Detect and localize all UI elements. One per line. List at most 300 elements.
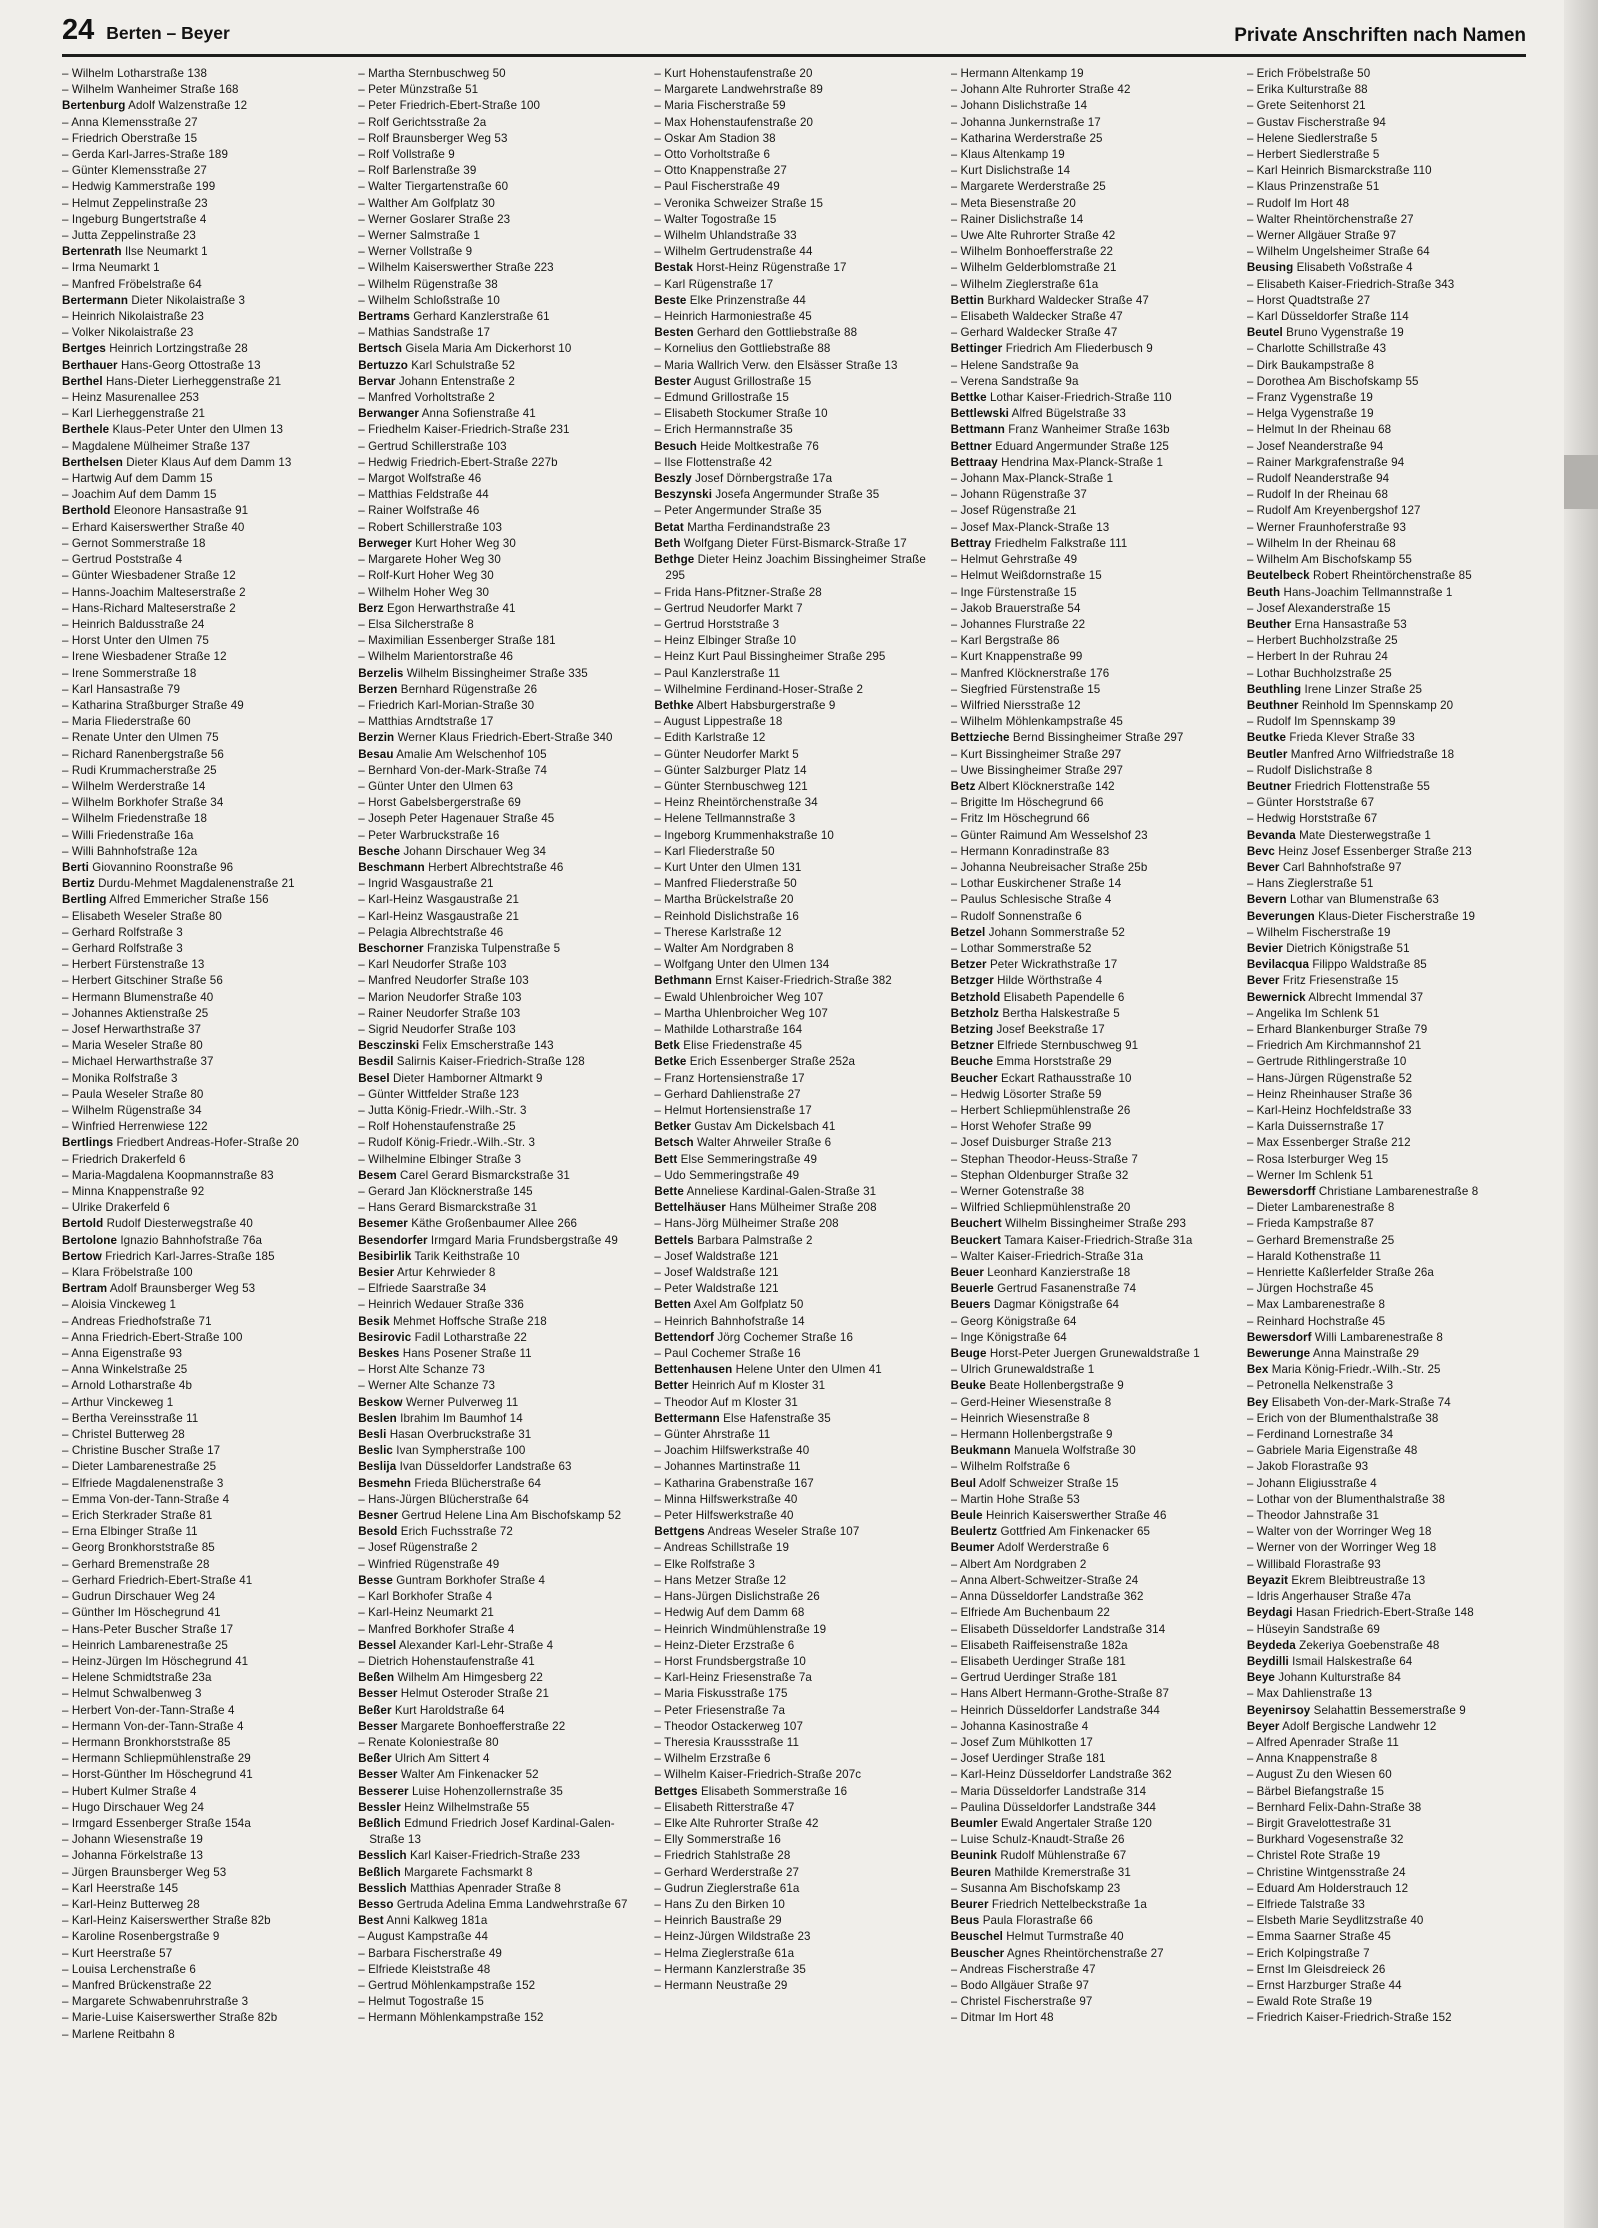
directory-entry: Berzen Bernhard Rügenstraße 26 [358,682,538,696]
directory-entry: – Maria Fliederstraße 60 [62,715,191,729]
directory-entry: – Rudolf König-Friedr.-Wilh.-Str. 3 [358,1136,536,1150]
directory-entry: – Elfriede Kleiststraße 48 [358,1962,491,1976]
directory-entry: – Petronella Nelkenstraße 3 [1246,1379,1394,1393]
directory-entry: – Wilhelm Fischerstraße 19 [1246,925,1391,939]
directory-entry: – Siegfried Fürstenstraße 15 [950,682,1101,696]
directory-entry: – Rudolf Am Kreyenbergshof 127 [1246,504,1421,518]
directory-entry: – Elfriede Saarstraße 34 [358,1282,487,1296]
directory-entry: Besau Amalie Am Welschenhof 105 [358,747,547,761]
directory-entry: – Anna Winkelstraße 25 [62,1363,188,1377]
directory-entry: – Irmgard Essenberger Straße 154a [62,1816,251,1830]
directory-entry: – Friedrich Drakerfeld 6 [62,1152,186,1166]
directory-entry: – Louisa Lerchenstraße 6 [62,1962,196,1976]
directory-entry: Bex Maria König-Friedr.-Wilh.-Str. 25 [1246,1363,1441,1377]
directory-entry: – Werner Alte Schanze 73 [358,1379,496,1393]
directory-entry: Berweger Kurt Hoher Weg 30 [358,536,516,550]
directory-column [1247,66,1526,2214]
directory-entry: Besuch Heide Moltkestraße 76 [654,439,819,453]
directory-entry: – Gerhard Dahlienstraße 27 [654,1087,801,1101]
directory-entry: – Joachim Auf dem Damm 15 [62,488,217,502]
directory-entry: Bettzieche Bernd Bissingheimer Straße 297 [950,731,1184,745]
directory-entry: – Herbert Schliepmühlenstraße 26 [950,1104,1131,1117]
directory-entry: Bessel Alexander Karl-Lehr-Straße 4 [358,1638,554,1652]
directory-entry: – Helmut Hortensienstraße 17 [654,1104,812,1117]
directory-entry: – Jürgen Braunsberger Weg 53 [62,1865,227,1879]
directory-entry: – Walter Kaiser-Friedrich-Straße 31a [950,1249,1144,1263]
directory-entry: – Wilhelm Gertrudenstraße 44 [654,245,813,259]
directory-entry: – Johann Dislichstraße 14 [950,99,1088,113]
directory-entry: Bertow Friedrich Karl-Jarres-Straße 185 [62,1249,275,1263]
directory-entry: – Ilse Flottenstraße 42 [654,455,773,469]
directory-entry: Bevern Lothar van Blumenstraße 63 [1246,893,1439,907]
directory-entry: – Wilhelm Gelderblomstraße 21 [950,261,1117,275]
directory-entry: – Maria Weseler Straße 80 [62,1039,203,1053]
directory-entry: Berzin Werner Klaus Friedrich-Ebert-Straße 340 [358,731,613,745]
directory-entry: – Karl Lierheggenstraße 21 [62,407,206,421]
directory-entry: – Heinz-Jürgen Im Höschegrund 41 [62,1654,249,1668]
directory-entry: – Wilhelm Kaiser-Friedrich-Straße 207c [654,1768,862,1782]
directory-entry: – Manfred Klöcknerstraße 176 [950,666,1110,680]
directory-entry: Beszynski Josefa Angermunder Straße 35 [654,488,880,502]
directory-entry: – Margarete Schwabenruhrstraße 3 [62,1995,249,2009]
directory-entry: – Albert Am Nordgraben 2 [950,1557,1087,1571]
directory-entry: – Heinrich Harmoniestraße 45 [654,310,812,324]
directory-entry: – Veronika Schweizer Straße 15 [654,196,824,210]
directory-entry: – Heinrich Wedauer Straße 336 [358,1298,524,1312]
page-header [62,14,1526,47]
directory-entry: – Georg Königstraße 64 [950,1314,1077,1328]
directory-entry: – Wilhelmine Elbinger Straße 3 [358,1152,522,1166]
directory-entry: – Ingeborg Krummenhakstraße 10 [654,828,834,842]
directory-entry: Bester August Grillostraße 15 [654,374,812,388]
directory-entry: – Rudolf Im Spennskamp 39 [1246,715,1396,729]
directory-entry: – Henriette Kaßlerfelder Straße 26a [1246,1266,1434,1280]
directory-entry: – Herbert Siedlerstraße 5 [1246,148,1380,162]
directory-entry: Bewersdorf Willi Lambarenestraße 8 [1246,1330,1443,1344]
directory-entry: – Hermann Neustraße 29 [654,1978,788,1992]
directory-entry: – Helga Vygenstraße 19 [1246,407,1374,421]
directory-entry: – Meta Biesenstraße 20 [950,196,1076,210]
directory-entry: Betzner Elfriede Sternbuschweg 91 [950,1039,1139,1053]
directory-entry: Bettmann Franz Wanheimer Straße 163b [950,423,1170,437]
directory-entry: – Elly Sommerstraße 16 [654,1833,781,1847]
directory-entry: – Helma Zieglerstraße 61a [654,1946,795,1960]
directory-entry: – Gerhard Werderstraße 27 [654,1865,800,1879]
directory-entry: Bette Anneliese Kardinal-Galen-Straße 31 [654,1185,877,1199]
directory-entry: Bettraay Hendrina Max-Planck-Straße 1 [950,455,1164,469]
directory-entry: – Elsbeth Marie Seydlitzstraße 40 [1246,1914,1424,1928]
directory-entry: – Rainer Dislichstraße 14 [950,212,1084,226]
directory-entry: – Hans Metzer Straße 12 [654,1573,787,1587]
directory-entry: – Karl Rügenstraße 17 [654,277,774,291]
directory-entry: Bettray Friedhelm Falkstraße 111 [950,536,1128,550]
directory-entry: – Inge Königstraße 64 [950,1330,1067,1344]
directory-entry: – Dietrich Hohenstaufenstraße 41 [358,1654,535,1668]
directory-entry: – Ewald Rote Straße 19 [1246,1995,1373,2009]
directory-entry: – Pelagia Albrechtstraße 46 [358,925,504,939]
page-range: Berten – Beyer [106,23,230,43]
directory-entry: – Christine Buscher Straße 17 [62,1444,221,1458]
directory-entry: – Jutta König-Friedr.-Wilh.-Str. 3 [358,1104,527,1117]
directory-entry: – Karl Heerstraße 145 [62,1881,179,1895]
directory-entry: – Karl-Heinz Wasgaustraße 21 [358,909,520,923]
directory-entry: – Renate Unter den Ulmen 75 [62,731,219,745]
directory-entry: – Rudolf Im Hort 48 [1246,196,1350,210]
directory-entry: Bertiz Durdu-Mehmet Magdalenenstraße 21 [62,877,295,891]
directory-entry: Bertsch Gisela Maria Am Dickerhorst 10 [358,342,572,356]
directory-entry: – Karl-Heinz Friesenstraße 7a [654,1671,812,1685]
directory-entry: Besser Margarete Bonhoefferstraße 22 [358,1719,566,1733]
directory-entry: Besemer Käthe Großenbaumer Allee 266 [358,1217,578,1231]
directory-entry: – Wilhelm In der Rheinau 68 [1246,536,1396,550]
directory-entry: – Herbert Gitschiner Straße 56 [62,974,223,988]
directory-entry: – Hermann Hollenbergstraße 9 [950,1428,1113,1442]
section-title: Private Anschriften nach Namen [1234,25,1526,46]
directory-entry: – Karl Heinrich Bismarckstraße 110 [1246,164,1432,178]
directory-entry: – Wilhelm Erzstraße 6 [654,1752,771,1766]
directory-entry: – Matthias Arndtstraße 17 [358,715,494,729]
directory-entry: – Walther Am Golfplatz 30 [358,196,495,210]
directory-entry: – Jakob Florastraße 93 [1246,1460,1369,1474]
directory-entry: Beurer Friedrich Nettelbeckstraße 1a [950,1897,1147,1911]
directory-entry: – Hans Zieglerstraße 51 [1246,877,1374,891]
directory-entry: – Fritz Im Höschegrund 66 [950,812,1090,826]
directory-entry: – Wilhelm Ungelsheimer Straße 64 [1246,245,1430,259]
directory-entry: – Paula Weseler Straße 80 [62,1087,204,1101]
directory-entry: – Josef Neanderstraße 94 [1246,439,1384,453]
directory-entry: Besdil Salirnis Kaiser-Friedrich-Straße 128 [358,1055,585,1069]
directory-entry: – Friedrich Stahlstraße 28 [654,1849,791,1863]
directory-entry: Beyenirsoy Selahattin Bessemerstraße 9 [1246,1703,1466,1717]
directory-entry: – Elfriede Magdalenenstraße 3 [62,1476,224,1490]
directory-entry: – Hanns-Joachim Malteserstraße 2 [62,585,246,599]
directory-entry: – Katharina Straßburger Straße 49 [62,698,244,712]
directory-entry: – Wilhelm Schloßstraße 10 [358,293,500,307]
directory-entry: – Gertrude Rithlingerstraße 10 [1246,1055,1407,1069]
directory-entry: – Gerhard Waldecker Straße 47 [950,326,1118,340]
directory-entry: – Willi Friedenstraße 16a [62,828,194,842]
directory-entry: – Wilfried Schliepmühlenstraße 20 [950,1201,1131,1215]
directory-entry: – Horst Unter den Ulmen 75 [62,634,209,648]
directory-entry: – Mathilde Lotharstraße 164 [654,1022,803,1036]
directory-entry: – Helene Tellmannstraße 3 [654,812,796,826]
directory-entry: – Johanna Junkernstraße 17 [950,115,1101,129]
directory-entry: Bessler Heinz Wilhelmstraße 55 [358,1800,530,1814]
directory-entry: – Rolf Barlenstraße 39 [358,164,477,178]
directory-entry: – Josef Duisburger Straße 213 [950,1136,1112,1150]
directory-entry: – Peter Friesenstraße 7a [654,1703,786,1717]
directory-entry: – Wilhelm Kaiserswerther Straße 223 [358,261,554,275]
directory-entry: Beyer Adolf Bergische Landwehr 12 [1246,1719,1437,1733]
directory-entry: – Lothar von der Blumenthalstraße 38 [1246,1492,1446,1506]
directory-entry: Berthel Hans-Dieter Lierheggenstraße 21 [62,374,282,388]
directory-entry: – Johann Eligiusstraße 4 [1246,1476,1377,1490]
directory-entry: – Peter Angermunder Straße 35 [654,504,822,518]
directory-entry: – Peter Münzstraße 51 [358,83,479,97]
directory-column [654,66,933,2214]
directory-entry: Bevc Heinz Josef Essenberger Straße 213 [1246,844,1472,858]
directory-entry: – Peter Warbruckstraße 16 [358,828,500,842]
directory-entry: – Wilhelm Marientorstraße 46 [358,650,514,664]
directory-entry: – Hermann Schliepmühlenstraße 29 [62,1752,251,1766]
directory-entry: – Herbert Fürstenstraße 13 [62,958,205,972]
directory-entry: Bettin Burkhard Waldecker Straße 47 [950,293,1149,307]
directory-entry: Besser Helmut Osteroder Straße 21 [358,1687,550,1701]
directory-entry: – Burkhard Vogesenstraße 32 [1246,1833,1404,1847]
directory-entry: – Hermann Konradinstraße 83 [950,844,1110,858]
directory-entry: Bertold Rudolf Diesterwegstraße 40 [62,1217,253,1231]
directory-entry: – Gerda Karl-Jarres-Straße 189 [62,148,229,162]
directory-entry: – Bernhard Felix-Dahn-Straße 38 [1246,1800,1422,1814]
directory-entry: – Horst Quadtstraße 27 [1246,293,1371,307]
directory-column [951,66,1230,2214]
directory-entry: – Martha Uhlenbroicher Weg 107 [654,1006,828,1020]
directory-entry: – Karl Düsseldorfer Straße 114 [1246,310,1409,324]
directory-entry: – Hans-Peter Buscher Straße 17 [62,1622,234,1636]
directory-entry: Beyazit Ekrem Bleibtreustraße 13 [1246,1573,1426,1587]
directory-entry: – Wilhelm Werderstraße 14 [62,779,206,793]
directory-entry: – Werner Vollstraße 9 [358,245,473,259]
directory-entry: – Heinrich Wiesenstraße 8 [950,1411,1090,1425]
directory-entry: Betzer Peter Wickrathstraße 17 [950,958,1118,972]
directory-entry: – Gudrun Dirschauer Weg 24 [62,1590,216,1604]
directory-entry: – Inge Fürstenstraße 15 [950,585,1077,599]
directory-entry: – Edith Karlstraße 12 [654,731,766,745]
directory-entry: – Rolf Vollstraße 9 [358,148,455,162]
directory-entry: – Gerard Jan Klöcknerstraße 145 [358,1185,533,1199]
directory-entry: – Anna Eigenstraße 93 [62,1347,183,1361]
directory-entry: Bey Elisabeth Von-der-Mark-Straße 74 [1246,1395,1451,1409]
directory-entry: – Josef Zum Mühlkotten 17 [950,1735,1093,1749]
directory-entry: – Sigrid Neudorfer Straße 103 [358,1022,516,1036]
directory-entry: – Erich Hermannstraße 35 [654,423,793,437]
directory-entry: Berwanger Anna Sofienstraße 41 [358,407,536,421]
directory-entry: – Manfred Vorholtstraße 2 [358,391,495,405]
directory-entry: – Birgit Gravelottestraße 31 [1246,1816,1392,1830]
directory-entry: Betz Albert Klöcknerstraße 142 [950,779,1115,793]
directory-entry: – Günter Klemensstraße 27 [62,164,207,178]
directory-entry: – Margarete Landwehrstraße 89 [654,83,823,97]
directory-entry: – Irma Neumarkt 1 [62,261,160,275]
directory-entry: Bertrams Gerhard Kanzlerstraße 61 [358,310,550,324]
directory-entry: – Wilhelm Rügenstraße 34 [62,1104,202,1117]
directory-entry: – Anna Friedrich-Ebert-Straße 100 [62,1330,243,1344]
directory-entry: – Frida Hans-Pfitzner-Straße 28 [654,585,822,599]
directory-entry: – Reinhold Dislichstraße 16 [654,909,799,923]
directory-entry: – Hermann Kanzlerstraße 35 [654,1962,806,1976]
directory-entry: Besser Walter Am Finkenacker 52 [358,1768,539,1782]
directory-entry: – Karoline Rosenbergstraße 9 [62,1930,220,1944]
directory-entry: Beuscher Agnes Rheintörchenstraße 27 [950,1946,1164,1960]
directory-entry: Beulertz Gottfried Am Finkenacker 65 [950,1525,1151,1539]
directory-entry: Berthauer Hans-Georg Ottostraße 13 [62,358,261,372]
directory-entry: – Ulrike Drakerfeld 6 [62,1201,170,1215]
directory-entry: Bettendorf Jörg Cochemer Straße 16 [654,1330,854,1344]
directory-entry: – Wilhelm Bonhoefferstraße 22 [950,245,1114,259]
directory-entry: Beslic Ivan Sympherstraße 100 [358,1444,526,1458]
directory-entry: – Kurt Dislichstraße 14 [950,164,1071,178]
directory-entry: – Paul Fischerstraße 49 [654,180,780,194]
directory-entry: Besirovic Fadil Lotharstraße 22 [358,1330,527,1344]
directory-entry: – Johann Rügenstraße 37 [950,488,1087,502]
directory-entry: Beutelbeck Robert Rheintörchenstraße 85 [1246,569,1472,583]
directory-entry: – Erika Kulturstraße 88 [1246,83,1368,97]
page-number: 24 [62,14,95,46]
directory-entry: Bettgens Andreas Weseler Straße 107 [654,1525,860,1539]
directory-entry: – Maximilian Essenberger Straße 181 [358,634,556,648]
directory-entry: – Heinz-Dieter Erzstraße 6 [654,1638,795,1652]
directory-entry: – Johannes Martinstraße 11 [654,1460,801,1474]
directory-entry: – Elisabeth Uerdinger Straße 181 [950,1654,1126,1668]
directory-entry: – Heinz Masurenallee 253 [62,391,200,405]
directory-entry: Bevier Dietrich Königstraße 51 [1246,941,1410,955]
directory-entry: – Gustav Fischerstraße 94 [1246,115,1386,129]
directory-entry: – Josef Herwarthstraße 37 [62,1022,202,1036]
directory-entry: – Hedwig Auf dem Damm 68 [654,1606,805,1620]
directory-entry: – Helmut In der Rheinau 68 [1246,423,1392,437]
directory-entry: – Hartwig Auf dem Damm 15 [62,472,213,486]
directory-entry: Bever Fritz Friesenstraße 15 [1246,974,1399,988]
directory-entry: Beutke Frieda Klever Straße 33 [1246,731,1415,745]
directory-entry: – Brigitte Im Höschegrund 66 [950,796,1104,810]
directory-entry: – Rolf Braunsberger Weg 53 [358,131,508,145]
directory-entry: Bettner Eduard Angermunder Straße 125 [950,439,1169,453]
directory-entry: – Lothar Euskirchener Straße 14 [950,877,1122,891]
directory-entry: – Barbara Fischerstraße 49 [358,1946,502,1960]
directory-entry: – Johanna Förkelstraße 13 [62,1849,204,1863]
directory-entry: Bertuzzo Karl Schulstraße 52 [358,358,516,372]
directory-entry: Besslich Karl Kaiser-Friedrich-Straße 233 [358,1849,581,1863]
directory-entry: – Walter von der Worringer Weg 18 [1246,1525,1432,1539]
directory-entry: – Elsa Silcherstraße 8 [358,617,474,631]
scan-edge-tab [1564,455,1598,509]
directory-entry: Bever Carl Bahnhofstraße 97 [1246,860,1402,874]
directory-entry: – Rudolf Sonnenstraße 6 [950,909,1082,923]
directory-entry: – Georg Bronkhorststraße 85 [62,1541,215,1555]
directory-entry: – Werner Goslarer Straße 23 [358,212,511,226]
directory-entry: Beumer Adolf Werderstraße 6 [950,1541,1110,1555]
directory-entry: – Peter Friedrich-Ebert-Straße 100 [358,99,541,113]
directory-entry: – Bärbel Biefangstraße 15 [1246,1784,1385,1798]
directory-entry: Bethmann Ernst Kaiser-Friedrich-Straße 382 [654,974,892,988]
directory-entry: – Dieter Lambarenestraße 25 [62,1460,217,1474]
directory-entry: Beutner Friedrich Flottenstraße 55 [1246,779,1430,793]
directory-entry: – Karl-Heinz Kaiserswerther Straße 82b [62,1914,271,1928]
directory-entry: Betker Gustav Am Dickelsbach 41 [654,1120,836,1134]
directory-entry: – Rudolf Dislichstraße 8 [1246,763,1373,777]
directory-entry: – Josef Alexanderstraße 15 [1246,601,1391,615]
directory-entry: – Bodo Allgäuer Straße 97 [950,1978,1090,1992]
directory-entry: – Günter Salzburger Platz 14 [654,763,807,777]
directory-entry: Besse Guntram Borkhofer Straße 4 [358,1573,546,1587]
directory-entry: – Erich Kolpingstraße 7 [1246,1946,1370,1960]
directory-entry: – Kurt Heerstraße 57 [62,1946,173,1960]
directory-entry: – Manfred Neudorfer Straße 103 [358,974,529,988]
directory-entry: – Heinrich Nikolaistraße 23 [62,310,204,324]
directory-entry: – Josef Uerdinger Straße 181 [950,1752,1106,1766]
directory-entry: Beuschel Helmut Turmstraße 40 [950,1930,1124,1944]
directory-entry: – Heinrich Düsseldorfer Landstraße 344 [950,1703,1160,1717]
directory-entry: Bettelhäuser Hans Mülheimer Straße 208 [654,1201,877,1215]
directory-entry: – Andreas Fischerstraße 47 [950,1962,1096,1976]
directory-entry: – Stephan Theodor-Heuss-Straße 7 [950,1152,1138,1166]
directory-entry: – Günter Wiesbadener Straße 12 [62,569,236,583]
directory-entry: – Maria Fiskusstraße 175 [654,1687,788,1701]
directory-entry: – Josef Rügenstraße 21 [950,504,1077,518]
directory-entry: – Elfriede Talstraße 33 [1246,1897,1365,1911]
directory-entry: – Marion Neudorfer Straße 103 [358,990,522,1004]
directory-entry: – Klaus Prinzenstraße 51 [1246,180,1380,194]
directory-entry: Beschmann Herbert Albrechtstraße 46 [358,860,564,874]
directory-entry: – Hans Zu den Birken 10 [654,1897,785,1911]
directory-entry: – Hedwig Kammerstraße 199 [62,180,216,194]
directory-entry: – Minna Knappenstraße 92 [62,1185,205,1199]
directory-entry: – Uwe Alte Ruhrorter Straße 42 [950,229,1116,243]
directory-entry: – Franz Vygenstraße 19 [1246,391,1373,405]
directory-entry: – Hedwig Lösorter Straße 59 [950,1087,1102,1101]
directory-entry: – Uwe Bissingheimer Straße 297 [950,763,1124,777]
directory-entry: Beuren Mathilde Kremerstraße 31 [950,1865,1131,1879]
directory-entry: Beydilli Ismail Halskestraße 64 [1246,1654,1413,1668]
directory-entry: – Wilhelm Wanheimer Straße 168 [62,83,239,97]
directory-entry: Beuerle Gertrud Fasanenstraße 74 [950,1282,1137,1296]
directory-entry: – Werner Im Schlenk 51 [1246,1168,1374,1182]
directory-entry: – Herbert In der Ruhrau 24 [1246,650,1388,664]
directory-entry: – Wolfgang Unter den Ulmen 134 [654,958,830,972]
directory-entry: – Johanna Neubreisacher Straße 25b [950,860,1148,874]
directory-entry: – Rudolf Neanderstraße 94 [1246,472,1390,486]
directory-entry: – Johann Max-Planck-Straße 1 [950,472,1114,486]
directory-entry: Besel Dieter Hamborner Altmarkt 9 [358,1071,543,1085]
directory-entry: Beskow Werner Pulverweg 11 [358,1395,519,1409]
directory-entry: – Paulus Schlesische Straße 4 [950,893,1112,907]
directory-entry: – Anna Klemensstraße 27 [62,115,198,129]
directory-entry: Beßer Ulrich Am Sittert 4 [358,1752,490,1766]
directory-entry: – Karl Neudorfer Straße 103 [358,958,507,972]
directory-entry: – Wilhelm Hoher Weg 30 [358,585,490,599]
directory-entry: – Karl-Heinz Neumarkt 21 [358,1606,494,1620]
directory-entry: – Willi Bahnhofstraße 12a [62,844,198,858]
directory-entry: – Max Dahlienstraße 13 [1246,1687,1373,1701]
directory-entry: – August Lippestraße 18 [654,715,783,729]
directory-entry: – August Zu den Wiesen 60 [1246,1768,1392,1782]
directory-entry: Besche Johann Dirschauer Weg 34 [358,844,547,858]
directory-entry: – Volker Nikolaistraße 23 [62,326,194,340]
directory-entry: – Heinrich Bahnhofstraße 14 [654,1314,805,1328]
directory-entry: – Walter Am Nordgraben 8 [654,941,794,955]
directory-entry: Bett Else Semmeringstraße 49 [654,1152,818,1166]
directory-entry: Bettlewski Alfred Bügelstraße 33 [950,407,1126,421]
directory-entry: – Theresia Kraussstraße 11 [654,1735,799,1749]
directory-entry: – Günter Ahrstraße 11 [654,1428,771,1442]
directory-entry: – Charlotte Schillstraße 43 [1246,342,1387,356]
directory-entry: – Therese Karlstraße 12 [654,925,782,939]
directory-entry: – Rolf-Kurt Hoher Weg 30 [358,569,494,583]
directory-entry: Better Heinrich Auf m Kloster 31 [654,1379,826,1393]
directory-entry: – Karl Borkhofer Straße 4 [358,1590,493,1604]
directory-entry: Bevanda Mate Diesterwegstraße 1 [1246,828,1431,842]
directory-entry: – Gernot Sommerstraße 18 [62,536,206,550]
directory-entry: Besczinski Felix Emscherstraße 143 [358,1039,554,1053]
directory-entry: – Heinrich Baustraße 29 [654,1914,782,1928]
directory-entry: – Gerhard Bremenstraße 25 [1246,1233,1395,1247]
directory-entry: Beydeda Zekeriya Goebenstraße 48 [1246,1638,1440,1652]
directory-entry: – Elisabeth Weseler Straße 80 [62,909,222,923]
directory-entry: Bervar Johann Entenstraße 2 [358,374,515,388]
directory-entry: Beuche Emma Horststraße 29 [950,1055,1112,1069]
directory-entry: Bettenhausen Helene Unter den Ulmen 41 [654,1363,882,1377]
directory-entry: – Johannes Aktienstraße 25 [62,1006,209,1020]
